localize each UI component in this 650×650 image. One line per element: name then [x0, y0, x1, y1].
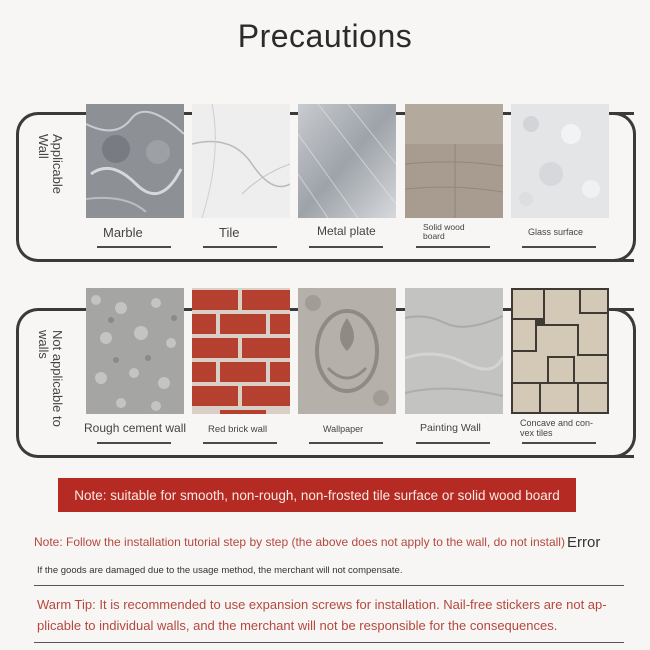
white-tile-texture	[192, 104, 290, 218]
page-title: Precautions	[237, 18, 413, 54]
metal-plate-texture	[298, 104, 396, 218]
applicable-label: Applicable Wall	[36, 134, 65, 194]
underline	[309, 246, 383, 248]
warm-tip: Warm Tip: It is recommended to use expansion screws for installation. Nail-free stickers are not ap-plicable to individual walls, and the merchant will not be responsible for the consequences.	[37, 597, 607, 633]
underline	[203, 246, 277, 248]
cement-texture	[86, 288, 184, 414]
concave-tile-texture	[511, 288, 609, 414]
wallpaper-texture	[298, 288, 396, 414]
underline	[309, 442, 383, 444]
underline	[416, 246, 490, 248]
caption-wallpaper: Wallpaper	[323, 424, 364, 434]
marble-texture	[86, 104, 184, 218]
underline	[416, 442, 490, 444]
error-label: Error	[567, 534, 601, 551]
divider	[34, 585, 624, 586]
underline	[97, 442, 171, 444]
wood-texture	[405, 104, 503, 218]
underline	[522, 246, 596, 248]
installation-note: Note: Follow the installation tutorial step by step (the above does not apply to the wall, do not install)	[34, 535, 565, 549]
underline	[97, 246, 171, 248]
caption-concave-tiles: Concave and con-vex tiles	[520, 418, 594, 438]
damage-note: If the goods are damaged due to the usage method, the merchant will not compensate.	[37, 565, 403, 576]
caption-red-brick: Red brick wall	[208, 424, 268, 435]
caption-rough-cement: Rough cement wall	[84, 421, 187, 435]
caption-tile: Tile	[219, 225, 240, 240]
caption-painting-wall: Painting Wall	[420, 422, 481, 434]
caption-metal-plate: Metal plate	[317, 224, 376, 238]
underline	[203, 442, 277, 444]
glass-texture	[511, 104, 609, 218]
brick-texture	[192, 288, 290, 414]
caption-solid-wood: Solid wood board	[423, 222, 465, 241]
underline	[522, 442, 596, 444]
caption-glass: Glass surface	[528, 227, 584, 237]
note-banner: Note: suitable for smooth, non-rough, non-frosted tile surface or solid wood board	[58, 478, 576, 512]
divider	[34, 642, 624, 643]
caption-marble: Marble	[103, 225, 143, 240]
not-applicable-label: Not applicable to walls	[36, 330, 65, 427]
painted-wall-texture	[405, 288, 503, 414]
